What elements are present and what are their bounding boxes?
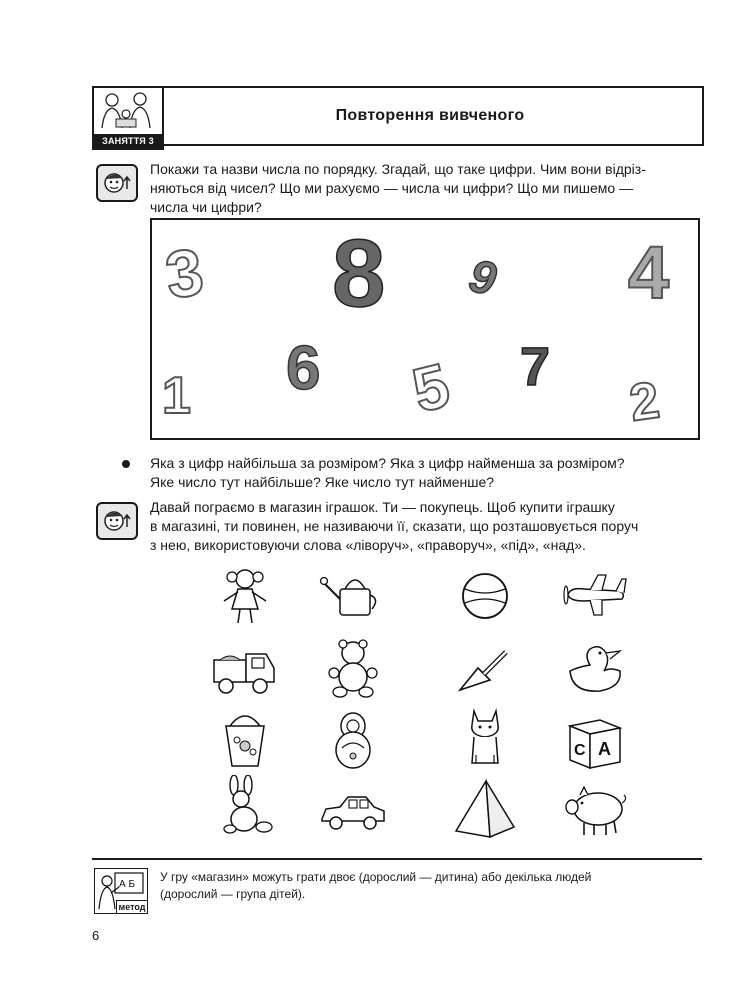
bullet [122,460,130,468]
page-number: 6 [92,928,100,943]
family-reading-icon [96,90,158,130]
method-icon [94,868,148,914]
svg-text:А Б: А Б [119,879,136,890]
page-title: Повторення вивченого [335,107,525,124]
teddy-bear-icon [318,637,388,699]
digit-9: 9 [464,248,501,306]
digits-box [150,218,700,440]
bunny-icon [210,775,280,837]
digit-2: 2 [626,371,663,433]
svg-text:A: A [598,739,611,759]
speaking-child-icon [96,164,138,202]
duck-icon [560,637,630,699]
pyramid-icon [450,777,520,839]
speaking-child-icon [96,502,138,540]
car-icon [318,783,388,845]
truck-icon [210,640,280,702]
lesson-label: ЗАНЯТТЯ 3 [94,134,162,148]
bucket-icon [210,708,280,770]
digit-5: 5 [406,350,457,427]
digit-3: 3 [161,233,208,313]
task2-text: Давай пограємо в магазин іграшок. Ти — покупець. Щоб купити іграшку в магазині, ти повинен, не називаючи її, сказати, що розташовується поруч з нею, використовуючи слова «ліворуч», «праворуч», «під», «над». [150,499,639,553]
svg-text:C: C [574,742,586,759]
task1-text: Покажи та назви числа по порядку. Згадай, що таке цифри. Чим вони відріз- няються від чисел? Що ми рахуємо — числа чи цифри? Що ми пишемо — числа чи цифри? [150,161,646,215]
ball-icon [450,565,520,627]
footer-rule [92,858,702,860]
bullet-question-text: Яка з цифр найбільша за розміром? Яка з цифр найменша за розміром? Яке число тут найбільше? Яке число тут найменше? [150,455,625,490]
digit-1: 1 [162,367,191,425]
digit-6: 6 [286,334,321,403]
footer-note: У гру «магазин» можуть грати двоє (дорослий — дитина) або декілька людей (дорослий — група дітей). [160,870,592,901]
method-label: метод [116,900,147,913]
cat-icon [450,705,520,767]
doll-icon [210,565,280,627]
airplane-icon [560,565,630,627]
lesson-badge [92,86,164,150]
digit-4: 4 [628,231,670,314]
title-box [158,86,704,146]
watering-can-icon [318,565,388,627]
abc-block-icon [560,708,630,770]
digit-7: 7 [520,337,551,397]
trowel-icon [450,640,520,702]
pig-icon [560,777,630,839]
matryoshka-icon [318,708,388,770]
digit-8: 8 [332,220,386,327]
